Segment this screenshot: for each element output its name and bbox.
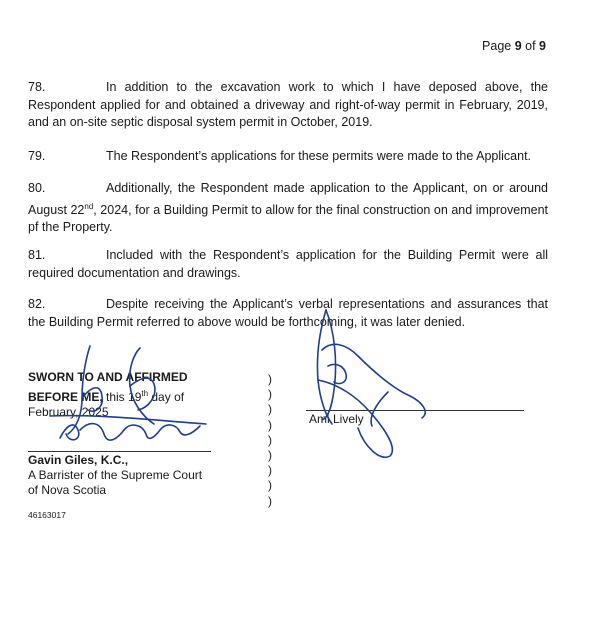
- jurat-this: this 19: [102, 389, 142, 404]
- paragraph-80: [28, 180, 548, 237]
- paragraph-text: Despite receiving the Applicant’s verbal representations and assurances that the Building Permit referred to above would be forthcoming, it was later denied.: [28, 297, 548, 329]
- paragraph-82: [28, 296, 548, 331]
- parenthesis: ): [268, 417, 272, 432]
- parenthesis: ): [268, 387, 272, 402]
- paragraph-78: [28, 79, 548, 132]
- jurat-date: February, 2025: [28, 405, 109, 419]
- page-total: 9: [539, 39, 546, 53]
- parenthesis: ): [268, 463, 272, 478]
- jurat-day-of: day of: [148, 389, 185, 404]
- jurat-line-1: SWORN TO AND AFFIRMED: [28, 370, 188, 384]
- parenthesis: ): [268, 448, 272, 463]
- paragraph-number: 80.: [28, 181, 46, 195]
- deponent-name: Ami Lively: [309, 412, 364, 426]
- parenthesis: ): [268, 432, 272, 447]
- parenthesis-column: [268, 372, 272, 509]
- parenthesis: ): [268, 478, 272, 493]
- jurat-ordinal: th: [141, 388, 149, 398]
- jurat-block: [28, 370, 188, 421]
- commissioner-title-1: A Barrister of the Supreme Court: [28, 468, 203, 482]
- deponent-signature-line: [306, 410, 524, 411]
- page-prefix: Page: [482, 39, 515, 53]
- paragraph-number: 82.: [28, 297, 46, 311]
- paragraph-number: 78.: [28, 80, 46, 94]
- paragraph-81: [28, 247, 548, 282]
- parenthesis: ): [268, 493, 272, 508]
- parenthesis: ): [268, 402, 272, 417]
- jurat-before-me: BEFORE ME,: [28, 389, 103, 404]
- paragraph-text: Included with the Respondent’s application for the Building Permit were all required documentation and drawings.: [28, 248, 548, 280]
- commissioner-signature-line: [28, 451, 211, 452]
- commissioner-name: Gavin Giles, K.C.,: [28, 453, 129, 467]
- paragraph-text: In addition to the excavation work to which I have deposed above, the Respondent applied for and obtained a driveway and right-of-way permit in February, 2019, and an on-site septic disposal system permit in October, 2019.: [28, 80, 548, 129]
- page-of: of: [521, 39, 540, 53]
- ordinal-suffix: nd: [84, 201, 94, 211]
- page-number: [482, 39, 546, 53]
- document-id: 46163017: [28, 510, 66, 520]
- paragraph-text: The Respondent’s applications for these permits were made to the Applicant.: [106, 149, 532, 163]
- paragraph-text-cont: , 2024, for a Building Permit to allow for the final construction on and improvement pf the Property.: [28, 202, 548, 235]
- parenthesis: ): [268, 372, 272, 386]
- paragraph-text: Additionally, the Respondent made application to the Applicant, on or around August 22: [28, 181, 548, 217]
- commissioner-block: [28, 453, 202, 498]
- page-current: 9: [514, 39, 522, 53]
- paragraph-79: [28, 148, 548, 166]
- paragraph-number: 81.: [28, 248, 46, 262]
- commissioner-title-2: of Nova Scotia: [28, 483, 107, 497]
- paragraph-number: 79.: [28, 149, 46, 163]
